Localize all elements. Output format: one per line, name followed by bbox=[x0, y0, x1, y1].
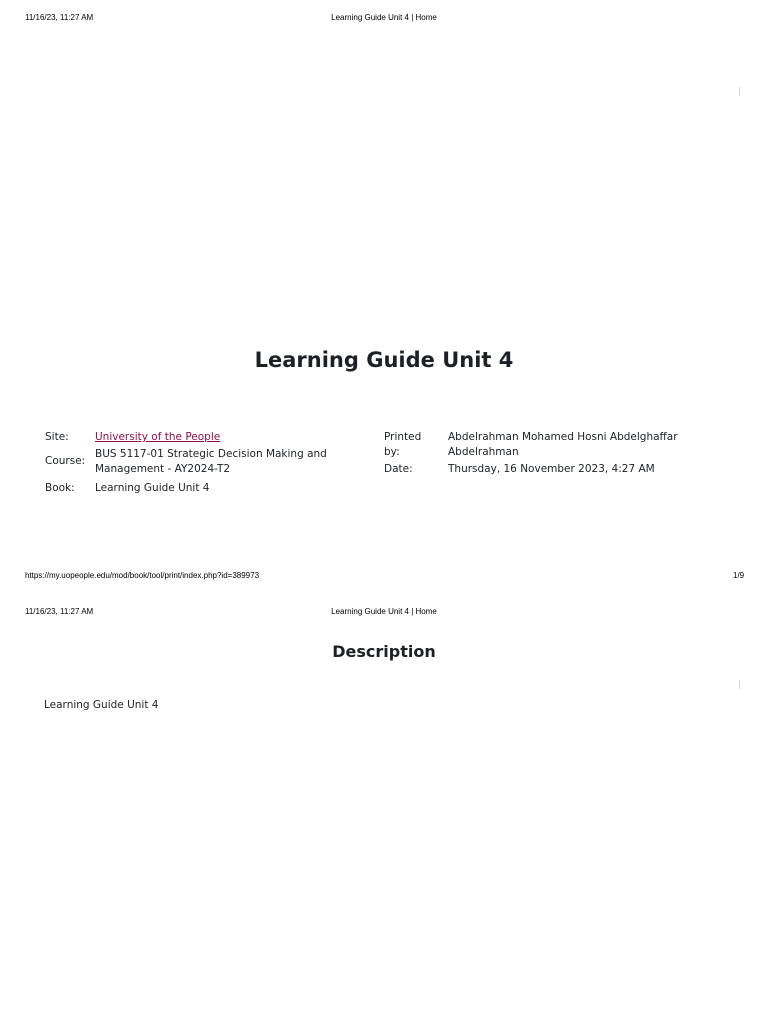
course-label: Course: bbox=[45, 455, 86, 467]
course-value: BUS 5117-01 Strategic Decision Making and Management - AY2024-T2 bbox=[95, 448, 327, 475]
site-label: Site: bbox=[45, 431, 69, 443]
printed-by-value: Abdelrahman Mohamed Hosni Abdelghaffar Abdelrahman bbox=[448, 431, 678, 458]
book-value: Learning Guide Unit 4 bbox=[95, 482, 210, 494]
print-datetime: 11/16/23, 11:27 AM bbox=[25, 13, 94, 22]
scroll-marker bbox=[739, 87, 740, 96]
printed-by-label: Printed by: bbox=[384, 431, 422, 458]
chapter-title: Description bbox=[332, 642, 436, 661]
print-page-title: Learning Guide Unit 4 | Home bbox=[331, 13, 437, 22]
print-page-number: 1/9 bbox=[733, 571, 745, 580]
book-title: Learning Guide Unit 4 bbox=[254, 348, 514, 372]
print-url: https://my.uopeople.edu/mod/book/tool/print/index.php?id=389973 bbox=[25, 571, 260, 580]
scroll-marker-page2 bbox=[739, 680, 740, 689]
print-page-title-page2: Learning Guide Unit 4 | Home bbox=[331, 607, 437, 616]
print-datetime-page2: 11/16/23, 11:27 AM bbox=[25, 607, 94, 616]
date-value: Thursday, 16 November 2023, 4:27 AM bbox=[448, 463, 655, 475]
date-label: Date: bbox=[384, 463, 413, 475]
book-label: Book: bbox=[45, 482, 75, 494]
chapter-body: Learning Guide Unit 4 bbox=[44, 699, 159, 711]
site-link[interactable]: University of the People bbox=[95, 431, 221, 443]
site-value[interactable] bbox=[95, 430, 220, 445]
